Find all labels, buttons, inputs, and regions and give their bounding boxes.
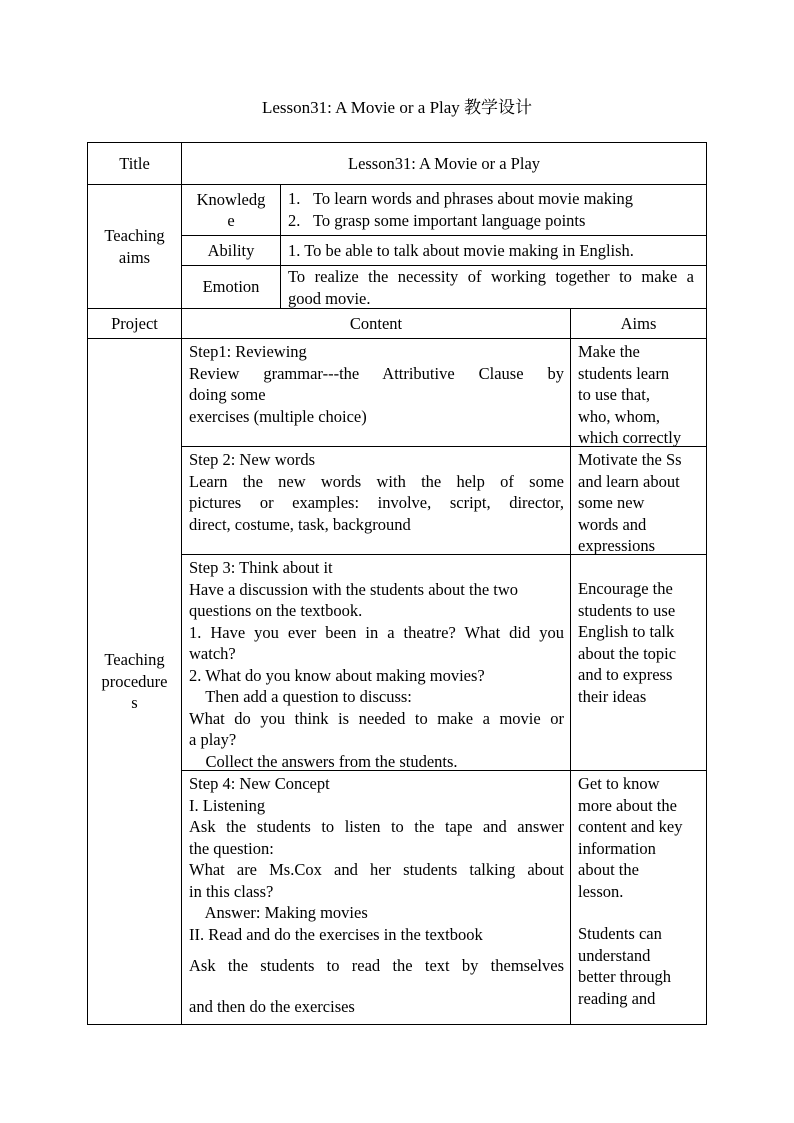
aims-text-line: some new [578,493,645,512]
knowledge-label-cell [182,185,280,235]
step-text-line: pictures or examples: involve, script, director, [189,493,564,512]
aims-text-line: and to express [578,665,673,684]
step-4-content-cell [182,771,570,1024]
aims-text-line: and learn about [578,471,680,491]
ability-label: Ability [207,240,255,260]
aims-text-line: who, whom, [578,406,661,426]
title-label-cell [88,143,181,184]
step-text-line: I. Listening [189,795,266,815]
step-title: Step 3: Think about it [189,558,333,577]
teaching-procedures-label-cell [88,339,181,1024]
teaching-procedures-label-line: s [131,693,138,713]
step-4-aims-cell [571,771,706,1024]
step-text-line: 1. Have you ever been in a theatre? What did you [189,622,564,642]
aims-text-line: their ideas [578,686,647,706]
teaching-procedures-label-line: Teaching [104,650,165,670]
step-text-line: What do you think is needed to make a movie or [189,708,564,728]
project-header-cell [88,309,181,338]
project-header: Project [111,313,158,333]
knowledge-item-text: To grasp some important language points [313,210,586,230]
title-label: Title [119,153,150,173]
knowledge-label-line: Knowledg [196,189,266,209]
step-text-line: 2. What do you know about making movies? [189,665,485,685]
aims-text-line: better through [578,967,672,986]
step-text-line: watch? [189,644,236,663]
emotion-text-line: To realize the necessity of working together to make a [288,267,694,286]
step-text-line: Collect the answers from the students. [189,751,458,770]
teaching-aims-label-line: Teaching [104,226,165,245]
aims-text-line: reading and [578,988,656,1008]
step-text-line: Review grammar---the Attributive Clause by [189,363,564,383]
document-title: Lesson31: A Movie or a Play 教学设计 [261,98,533,117]
aims-header: Aims [620,313,657,333]
step-title: Step1: Reviewing [189,342,307,361]
content-header: Content [349,313,403,333]
ability-content-cell [281,236,706,265]
aims-text-line: to use that, [578,385,650,404]
step-text-line: and then do the exercises [189,996,355,1016]
step-1-aims-cell [571,339,706,446]
step-text-line: the question: [189,838,274,858]
step-text-line: Learn the new words with the help of some [189,471,564,491]
content-header-cell [182,309,570,338]
emotion-text-line: good movie. [288,288,371,308]
aims-text-line: information [578,838,656,858]
emotion-label: Emotion [202,277,260,297]
aims-text-line: more about the [578,795,677,815]
teaching-aims-label-line: aims [118,247,151,267]
step-title: Step 2: New words [189,450,316,469]
aims-header-cell [571,309,706,338]
step-2-aims-cell [571,447,706,554]
aims-text-line: Students can [578,924,662,943]
ability-label-cell [182,236,280,265]
step-1-content-cell [182,339,570,446]
knowledge-item-number: 1. [288,189,301,208]
aims-text-line: content and key [578,817,683,836]
step-text-line: a play? [189,730,237,749]
aims-text-line: students learn [578,363,670,383]
step-text-line: Have a discussion with the students about the two [189,579,519,599]
teaching-aims-label-cell [88,185,181,308]
aims-text-line: words and [578,514,647,534]
step-text-line: Ask the students to listen to the tape and answer [189,817,564,836]
aims-text-line: about the topic [578,643,677,663]
emotion-label-cell [182,266,280,308]
knowledge-label-line: e [227,211,235,230]
aims-text-line: students to use [578,600,676,620]
aims-text-line: Make the [578,342,640,361]
step-text-line: II. Read and do the exercises in the textbook [189,924,483,944]
aims-text-line: which correctly [578,428,682,446]
step-text-line: Then add a question to discuss: [189,687,412,706]
step-text-line: questions on the textbook. [189,601,363,620]
step-3-aims-cell [571,555,706,770]
knowledge-content-cell [281,185,706,235]
step-text-line: Ask the students to read the text by themselves [189,956,564,975]
knowledge-item-text: To learn words and phrases about movie making [313,189,634,208]
knowledge-item-number: 2. [288,210,301,230]
step-text-line: doing some [189,385,266,404]
aims-text-line: Encourage the [578,579,673,598]
title-value: Lesson31: A Movie or a Play [347,153,541,173]
step-text-line: direct, costume, task, background [189,514,411,534]
knowledge-item [288,210,706,232]
step-text-line: exercises (multiple choice) [189,406,367,426]
aims-text-line: understand [578,945,651,965]
title-value-cell [182,143,706,184]
step-text-line: Answer: Making movies [189,903,368,922]
aims-text-line: Get to know [578,774,660,793]
aims-text-line: expressions [578,536,655,554]
teaching-procedures-label-line: procedure [101,671,168,691]
step-2-content-cell [182,447,570,554]
aims-text-line: lesson. [578,881,624,901]
aims-text-line: about the [578,860,639,879]
aims-text-line: Motivate the Ss [578,450,682,469]
emotion-content-cell [281,266,706,308]
knowledge-item [288,188,706,210]
ability-text: 1. To be able to talk about movie making in English. [288,241,634,260]
step-text-line: in this class? [189,881,274,901]
step-text-line: What are Ms.Cox and her students talking about [189,860,564,879]
step-title: Step 4: New Concept [189,774,330,793]
step-3-content-cell [182,555,570,770]
aims-text-line: English to talk [578,622,675,641]
